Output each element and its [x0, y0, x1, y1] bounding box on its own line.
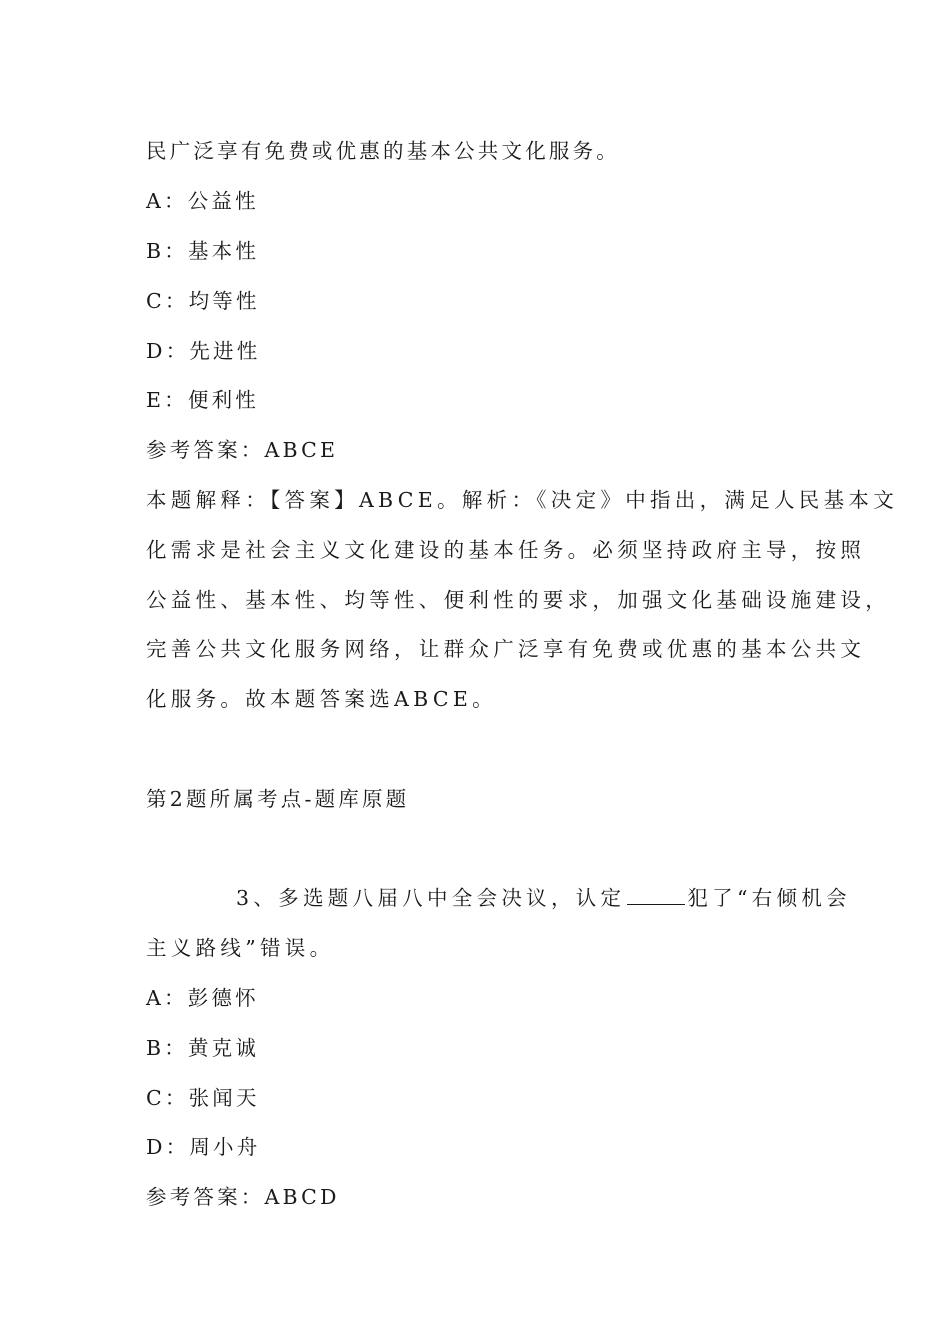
q3-stem-part-2: 犯了“右倾机会 [687, 886, 851, 910]
q2-knowledge-point: 第2题所属考点-题库原题 [146, 787, 410, 811]
q2-option-b [146, 238, 259, 264]
option-letter: B： [146, 239, 188, 263]
q3-stem-line-2: 主义路线”错误。 [146, 936, 335, 960]
option-letter: D： [146, 1135, 190, 1159]
q2-explanation-line-2: 化需求是社会主义文化建设的基本任务。必须坚持政府主导，按照 [146, 538, 866, 562]
option-letter: C： [146, 289, 189, 313]
q2-option-d [146, 338, 260, 364]
q2-explanation-line-4: 完善公共文化服务网络，让群众广泛享有免费或优惠的基本公共文 [146, 637, 866, 661]
option-letter: D： [146, 339, 190, 363]
q3-option-c [146, 1085, 260, 1111]
option-text: 周小舟 [189, 1135, 261, 1159]
answer-label: 参考答案： [146, 438, 265, 462]
answer-value: ABCD [264, 1185, 340, 1209]
q2-option-c [146, 288, 260, 314]
option-letter: C： [146, 1086, 189, 1110]
q3-option-a [146, 985, 259, 1011]
option-text: 公益性 [187, 189, 259, 213]
option-text: 黄克诚 [187, 1036, 260, 1060]
option-letter: B： [146, 1036, 188, 1060]
answer-blank [627, 888, 685, 905]
q3-stem-line-1 [236, 885, 851, 911]
q2-explanation-line-1: 本题解释：【答案】ABCE。解析：《决定》中指出，满足人民基本文 [146, 488, 898, 512]
answer-value: ABCE [264, 438, 339, 462]
q3-answer [146, 1184, 340, 1210]
q3-option-b [146, 1035, 259, 1061]
answer-label: 参考答案： [146, 1185, 265, 1209]
option-text: 均等性 [188, 289, 260, 313]
option-text: 张闻天 [188, 1086, 260, 1110]
option-text: 先进性 [189, 339, 261, 363]
option-text: 彭德怀 [187, 986, 259, 1010]
q3-option-d [146, 1134, 260, 1160]
q2-answer [146, 437, 338, 463]
q2-option-a [146, 188, 259, 214]
option-letter: A： [146, 189, 188, 213]
option-letter: A： [146, 986, 188, 1010]
q2-stem-tail: 民广泛享有免费或优惠的基本公共文化服务。 [146, 139, 620, 163]
option-letter: E： [146, 388, 188, 412]
option-text: 便利性 [187, 388, 259, 412]
q3-stem-part-1: 3、多选题八届八中全会决议，认定 [236, 886, 626, 910]
option-text: 基本性 [187, 239, 260, 263]
q2-explanation-line-5: 化服务。故本题答案选ABCE。 [146, 687, 497, 711]
q2-explanation-line-3: 公益性、基本性、均等性、便利性的要求，加强文化基础设施建设， [146, 588, 890, 612]
q2-option-e [146, 387, 259, 413]
